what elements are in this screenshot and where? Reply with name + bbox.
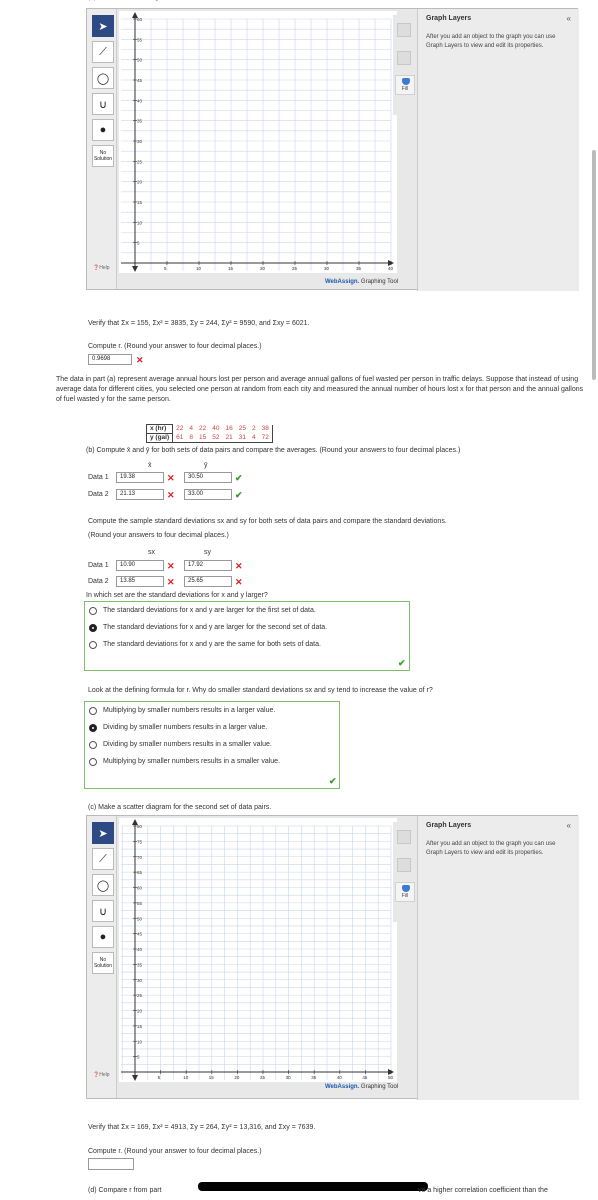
y-tick-label: 15	[137, 1023, 143, 1029]
y-tick-label: 25	[137, 993, 143, 999]
part-a-r-wrong-icon: ✕	[136, 355, 144, 365]
sd1-sy-input[interactable]: 17.92	[184, 560, 232, 571]
table-cell: 52	[209, 434, 222, 443]
col-header-sx: sx	[148, 549, 155, 556]
part-c-verify: Verify that Σx = 169, Σx² = 4913, Σy = 264, Σy² = 13,316, and Σxy = 7639.	[88, 1124, 316, 1131]
x-tick-label: 30	[285, 1075, 291, 1080]
circle-tool-icon[interactable]: ◯	[92, 874, 114, 896]
col-header-sy: sy	[204, 549, 211, 556]
graph-canvas-1[interactable]	[119, 11, 397, 273]
graph-layers-note: After you add an object to the graph you can use Graph Layers to view and edit its properties.	[426, 34, 556, 49]
y-tick-label: 65	[137, 870, 143, 876]
sd1-label: Data 1	[88, 562, 109, 569]
table-cell: 22	[176, 425, 184, 432]
sd1-sx-input[interactable]: 10.90	[116, 560, 164, 571]
x-tick-label: 50	[388, 1075, 394, 1080]
fill-icon	[402, 78, 410, 85]
x-tick-label: 15	[208, 1075, 214, 1080]
y-tick-label: 45	[137, 931, 143, 937]
y-tick-label: 30	[137, 977, 143, 983]
y-tick-label: 60	[137, 17, 143, 22]
y-tick-label: 30	[137, 139, 143, 144]
help-button[interactable]	[93, 1072, 110, 1078]
x-tick-label: 35	[356, 266, 362, 271]
col-header-ybar: ȳ	[204, 462, 208, 469]
x-tick-label: 5	[157, 1075, 161, 1080]
y-tick-label: 75	[137, 839, 143, 845]
data1-ybar-input[interactable]: 30.50	[184, 472, 232, 483]
graph-layers-note: After you add an object to the graph you can use Graph Layers to view and edit its properties.	[426, 841, 556, 856]
formula-answer-box	[84, 701, 340, 789]
y-tick-label: 10	[137, 1039, 143, 1045]
x-tick-label: 5	[164, 266, 167, 271]
fill-icon	[402, 885, 410, 892]
larger-option-label-3: The standard deviations for x and y are the same for both sets of data.	[103, 641, 321, 648]
larger-option-radio-3[interactable]	[89, 641, 97, 649]
formula-option-label-3: Dividing by smaller numbers results in a smaller value.	[103, 741, 272, 748]
no-solution-button[interactable]: No Solution	[92, 145, 114, 167]
part-a-verify: Verify that Σx = 155, Σx² = 3835, Σy = 244, Σy² = 9590, and Σxy = 6021.	[88, 320, 310, 327]
x-tick-label: 40	[388, 266, 394, 271]
formula-option-radio-1[interactable]	[89, 707, 97, 715]
table-cell: 16	[225, 425, 233, 432]
sd1-sy-wrong-icon: ✕	[235, 561, 243, 571]
graphing-tool-1	[86, 8, 578, 290]
table-cell: 8	[186, 434, 196, 443]
y-tick-label: 50	[137, 916, 143, 922]
sd-round-note: (Round your answers to four decimal places.)	[88, 532, 229, 539]
larger-question: In which set are the standard deviations for x and y larger?	[86, 592, 268, 599]
table-cell: 4	[249, 434, 259, 443]
y-tick-label: 5	[137, 240, 140, 246]
formula-correct-icon: ✔	[329, 776, 337, 786]
sd2-sy-input[interactable]: 25.65	[184, 576, 232, 587]
credit-rest: Graphing Tool	[359, 1084, 399, 1090]
right-controls-1	[393, 15, 417, 115]
x-tick-label: 15	[228, 266, 234, 271]
table-cell: 4	[189, 425, 194, 432]
formula-question: Look at the defining formula for r. Why do smaller standard deviations sx and sy tend to increase the value of r?	[88, 687, 433, 694]
y-tick-label: 10	[137, 220, 143, 226]
intro-paragraph: The data in part (a) represent average annual hours lost per person and average annual gallons of fuel wasted per person in traffic delays. Suppose that instead of using average data for different cities, you selected one person at random from each city and measured the annual number of hours lost x for that person and the annual gallons of fuel wasted y for the same person.	[56, 376, 584, 403]
tool-palette	[87, 9, 117, 289]
help-label: Help	[99, 265, 110, 271]
sd2-sx-wrong-icon: ✕	[167, 577, 175, 587]
y-tick-label: 45	[137, 78, 143, 83]
graph-layers-title: Graph Layers	[426, 15, 472, 22]
data2-xbar-wrong-icon: ✕	[167, 490, 175, 500]
help-label: Help	[99, 1072, 110, 1078]
y-tick-label: 40	[137, 947, 143, 952]
x-tick-label: 25	[260, 1075, 266, 1080]
x-tick-label: 10	[196, 266, 202, 271]
table-y-label: y (gal)	[147, 434, 173, 443]
graph-layers-title: Graph Layers	[426, 822, 472, 829]
part-d-end: ve a higher correlation coefficient than the	[418, 1187, 548, 1194]
larger-answer-box	[84, 601, 410, 671]
credit-brand: WebAssign.	[325, 279, 360, 285]
help-icon: ❓	[93, 1072, 100, 1078]
larger-option-radio-1[interactable]	[89, 607, 97, 615]
larger-correct-icon: ✔	[398, 658, 406, 668]
col-header-xbar: x̄	[148, 462, 152, 469]
circle-tool-icon[interactable]: ◯	[92, 67, 114, 89]
x-tick-label: 20	[260, 266, 266, 271]
table-cell: 40	[212, 425, 220, 432]
x-tick-label: 30	[324, 266, 330, 271]
y-tick-label: 35	[137, 118, 143, 124]
fill-label: Fill	[401, 86, 409, 92]
formula-option-label-2: Dividing by smaller numbers results in a larger value.	[103, 724, 268, 731]
y-tick-label: 25	[137, 159, 143, 165]
y-tick-label: 40	[137, 98, 143, 104]
sd2-label: Data 2	[88, 578, 109, 585]
undo-button[interactable]	[397, 23, 411, 37]
line-tool-icon[interactable]: ⟋	[92, 848, 114, 870]
help-icon: ❓	[93, 265, 100, 271]
data1-xbar-wrong-icon: ✕	[167, 473, 175, 483]
y-tick-label: 55	[137, 900, 143, 906]
fill-label: Fill	[401, 893, 409, 899]
y-tick-label: 35	[137, 962, 143, 968]
data2-xbar-input[interactable]: 21.13	[116, 489, 164, 500]
table-row-y	[147, 434, 273, 443]
part-d-start: (d) Compare r from part	[88, 1187, 162, 1194]
collapse-icon[interactable]: «	[566, 821, 571, 830]
y-tick-label: 5	[137, 1054, 140, 1060]
y-axis-arrow	[132, 1075, 138, 1081]
y-tick-label: 80	[137, 824, 143, 829]
part-a-r-input[interactable]: 0.9698	[88, 354, 132, 365]
graph-canvas-2[interactable]	[119, 818, 397, 1082]
y-tick-label: 70	[137, 854, 143, 860]
table-cell: 15	[196, 434, 209, 443]
table-cell: 2	[251, 425, 256, 432]
part-c-r-input[interactable]	[88, 1158, 134, 1170]
point-tool-icon[interactable]: ●	[92, 119, 114, 141]
formula-option-label-1: Multiplying by smaller numbers results in a larger value.	[103, 707, 276, 714]
fill-button[interactable]	[395, 75, 415, 95]
table-cell: 72	[259, 434, 273, 443]
y-tick-label: 20	[137, 1008, 143, 1014]
sd2-sy-wrong-icon: ✕	[235, 577, 243, 587]
x-tick-label: 45	[362, 1075, 368, 1080]
table-cell: 25	[238, 425, 246, 432]
larger-option-label-2: The standard deviations for x and y are larger for the second set of data.	[103, 624, 328, 631]
y-tick-label: 50	[137, 57, 143, 63]
redaction-bar	[198, 1182, 428, 1191]
table-cell: 38	[259, 425, 273, 434]
y-tick-label: 15	[137, 200, 143, 205]
sd-prompt: Compute the sample standard deviations sx and sy for both sets of data pairs and compare the standard deviations.	[88, 518, 447, 525]
y-tick-label: 60	[137, 885, 143, 891]
formula-option-radio-4[interactable]	[89, 758, 97, 766]
parabola-tool-icon[interactable]: ∪	[92, 900, 114, 922]
table-x-label: x (hr)	[147, 425, 173, 434]
sd2-sx-input[interactable]: 13.85	[116, 576, 164, 587]
table-cell: 61	[173, 434, 187, 443]
cutoff-heading	[88, 0, 210, 1]
y-tick-label: 20	[137, 179, 143, 185]
y-tick-label: 55	[137, 37, 143, 43]
credit-brand: WebAssign.	[325, 1084, 360, 1090]
formula-option-radio-2[interactable]	[89, 724, 97, 732]
data2-label: Data 2	[88, 491, 109, 498]
collapse-icon[interactable]: «	[566, 14, 571, 23]
x-tick-label: 10	[183, 1075, 189, 1080]
data1-label: Data 1	[88, 474, 109, 481]
table-cell: 22	[199, 425, 207, 432]
graph-layers-panel-2	[417, 816, 579, 1100]
x-tick-label: 35	[311, 1075, 317, 1080]
formula-option-label-4: Multiplying by smaller numbers results in a smaller value.	[103, 758, 281, 765]
part-b-prompt: (b) Compute x̄ and ȳ for both sets of data pairs and compare the averages. (Round your answers to four decimal places.)	[86, 447, 461, 454]
data1-xbar-input[interactable]: 19.38	[116, 472, 164, 483]
formula-option-radio-3[interactable]	[89, 741, 97, 749]
y-axis-arrow	[132, 266, 138, 272]
scrollbar-thumb[interactable]	[592, 150, 596, 380]
undo-button[interactable]	[397, 830, 411, 844]
delete-button[interactable]	[397, 858, 411, 872]
fill-button[interactable]	[395, 882, 415, 902]
data-table	[146, 424, 273, 443]
part-c-compute-r: Compute r. (Round your answer to four decimal places.)	[88, 1148, 262, 1155]
graphing-tool-2	[86, 815, 578, 1099]
part-c-prompt: (c) Make a scatter diagram for the second set of data pairs.	[88, 804, 272, 811]
table-row-x	[147, 425, 273, 434]
larger-option-radio-2[interactable]	[89, 624, 97, 632]
part-a-compute-r: Compute r. (Round your answer to four decimal places.)	[88, 343, 262, 350]
right-controls-2	[393, 822, 417, 922]
larger-option-label-1: The standard deviations for x and y are larger for the first set of data.	[103, 607, 316, 614]
table-cell: 21	[222, 434, 235, 443]
webassign-credit	[325, 279, 398, 285]
credit-rest: Graphing Tool	[359, 279, 399, 285]
help-button[interactable]	[93, 265, 110, 271]
x-tick-label: 25	[292, 266, 298, 271]
point-tool-icon[interactable]: ●	[92, 926, 114, 948]
x-tick-label: 40	[336, 1075, 342, 1080]
line-tool-icon[interactable]: ⟋	[92, 41, 114, 63]
data2-ybar-input[interactable]: 33.00	[184, 489, 232, 500]
pointer-tool-icon[interactable]: ➤	[92, 15, 114, 37]
data1-ybar-correct-icon: ✔	[235, 473, 243, 483]
x-tick-label: 20	[234, 1075, 240, 1080]
table-cell: 31	[236, 434, 249, 443]
data2-ybar-correct-icon: ✔	[235, 490, 243, 500]
webassign-credit	[325, 1084, 398, 1090]
graph-layers-panel-1	[417, 9, 579, 291]
parabola-tool-icon[interactable]: ∪	[92, 93, 114, 115]
delete-button[interactable]	[397, 51, 411, 65]
tool-palette	[87, 816, 117, 1098]
no-solution-button[interactable]: No Solution	[92, 952, 114, 974]
pointer-tool-icon[interactable]: ➤	[92, 822, 114, 844]
sd1-sx-wrong-icon: ✕	[167, 561, 175, 571]
